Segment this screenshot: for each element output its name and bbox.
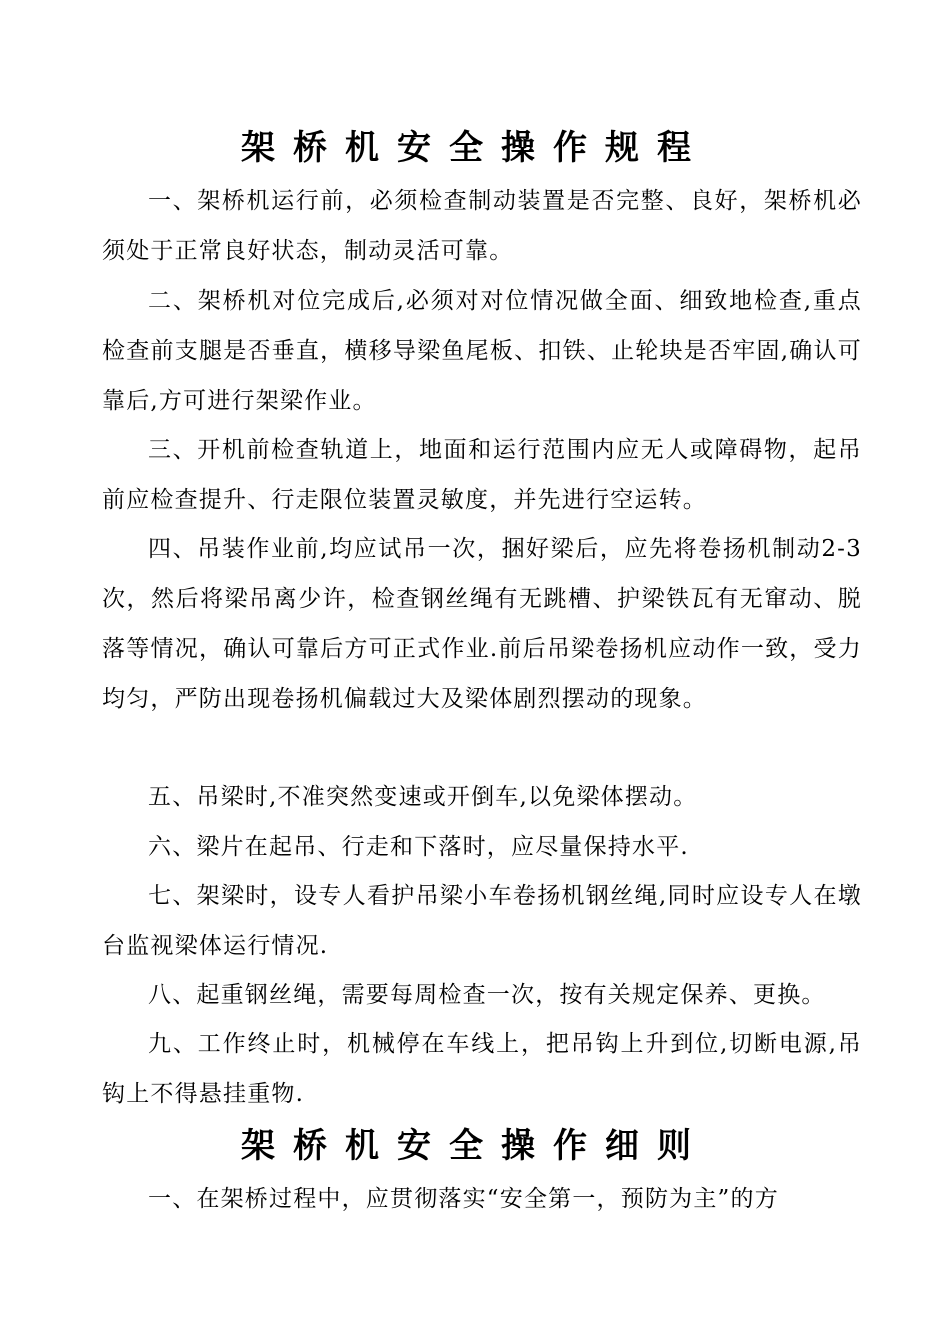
rule-paragraph-4: 四、吊装作业前,均应试吊一次，捆好梁后，应先将卷扬机制动2-3次，然后将梁吊离少许，检查钢丝绳有无跳槽、护梁铁瓦有无窜动、脱落等情况，确认可靠后方可正式作业.前后吊梁卷扬机应动作一致，受力均匀，严防出现卷扬机偏载过大及梁体剧烈摆动的现象。 (102, 536, 862, 712)
document-title: 架桥机安全操作规程 (241, 128, 709, 168)
rule-paragraph-1: 一、架桥机运行前，必须检查制动装置是否完整、良好，架桥机必须处于正常良好状态，制动灵活可靠。 (102, 188, 862, 264)
rule-paragraph-3: 三、开机前检查轨道上，地面和运行范围内应无人或障碍物，起吊前应检查提升、行走限位装置灵敏度，并先进行空运转。 (102, 437, 862, 513)
rule-paragraph-5: 五、吊梁时,不准突然变速或开倒车,以免梁体摆动。 (148, 784, 698, 810)
rule-paragraph-8: 八、起重钢丝绳，需要每周检查一次，按有关规定保养、更换。 (148, 982, 826, 1008)
rule-paragraph-6: 六、梁片在起吊、行走和下落时，应尽量保持水平. (148, 834, 689, 860)
section-title: 架桥机安全操作细则 (241, 1126, 709, 1166)
rule-paragraph-7: 七、架梁时，设专人看护吊梁小车卷扬机钢丝绳,同时应设专人在墩台监视梁体运行情况. (102, 883, 862, 959)
rule-paragraph-9: 九、工作终止时，机械停在车线上，把吊钩上升到位,切断电源,吊钩上不得悬挂重物. (102, 1031, 862, 1107)
rule-paragraph-2: 二、架桥机对位完成后,必须对对位情况做全面、细致地检查,重点检查前支腿是否垂直，横移导梁鱼尾板、扣铁、止轮块是否牢固,确认可靠后,方可进行架梁作业。 (102, 288, 862, 414)
detail-paragraph-1: 一、在架桥过程中，应贯彻落实“安全第一，预防为主”的方 (148, 1186, 779, 1212)
